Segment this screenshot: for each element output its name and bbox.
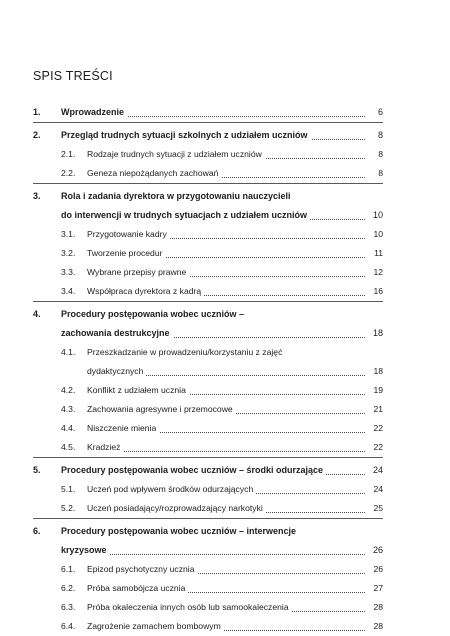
page-number: 26 xyxy=(370,541,383,560)
toc-chapter[interactable] xyxy=(33,183,383,225)
page-number: 19 xyxy=(370,381,383,400)
toc-number: 4.3. xyxy=(61,404,76,414)
toc-label: Zagrożenie zamachem bombowym xyxy=(87,621,224,631)
toc-subchapter[interactable] xyxy=(33,381,383,400)
page-number: 28 xyxy=(370,598,383,617)
toc-number: 5.2. xyxy=(61,503,76,513)
toc-number: 4.4. xyxy=(61,423,76,433)
toc-number: 5.1. xyxy=(61,484,76,494)
page-number: 18 xyxy=(370,324,383,343)
page-number: 25 xyxy=(370,499,383,518)
toc-subchapter[interactable] xyxy=(33,560,383,579)
toc-label: Niszczenie mienia xyxy=(87,423,159,433)
toc-number: 2. xyxy=(33,130,41,140)
toc-number: 5. xyxy=(33,465,41,475)
page-number: 27 xyxy=(370,579,383,598)
toc-label: Geneza niepożądanych zachowań xyxy=(87,168,221,178)
toc-label: Rola i zadania dyrektora w przygotowaniu nauczycieli xyxy=(61,191,294,201)
toc-label: Procedury postępowania wobec uczniów – interwencje xyxy=(61,526,299,536)
page-number: 26 xyxy=(370,560,383,579)
toc-label: Konflikt z udziałem ucznia xyxy=(87,385,189,395)
toc-number: 6.4. xyxy=(61,621,76,631)
toc-subchapter[interactable] xyxy=(33,282,383,301)
toc-subchapter[interactable] xyxy=(33,480,383,499)
toc-label: kryzysowe xyxy=(61,545,110,555)
page-number: 8 xyxy=(375,145,383,164)
toc-chapter[interactable] xyxy=(33,301,383,343)
toc-number: 3.4. xyxy=(61,286,76,296)
toc-number: 6. xyxy=(33,526,41,536)
toc-subchapter[interactable] xyxy=(33,244,383,263)
page-number: 8 xyxy=(375,164,383,183)
toc-label: Wprowadzenie xyxy=(61,107,127,117)
toc-number: 6.1. xyxy=(61,564,76,574)
toc-label: Uczeń pod wpływem środków odurzających xyxy=(87,484,256,494)
toc-label: dydaktycznych xyxy=(87,366,146,376)
toc-number: 2.1. xyxy=(61,149,76,159)
toc-number: 3. xyxy=(33,191,41,201)
page-number: 16 xyxy=(370,282,383,301)
page-number: 18 xyxy=(370,362,383,381)
toc-label: Procedury postępowania wobec uczniów – środki odurzające xyxy=(61,465,326,475)
page-number: 28 xyxy=(370,617,383,636)
page-number: 22 xyxy=(370,419,383,438)
toc-label: Uczeń posiadający/rozprowadzający narkotyki xyxy=(87,503,266,513)
toc-number: 1. xyxy=(33,107,41,117)
page-number: 8 xyxy=(375,126,383,145)
toc-label: Epizod psychotyczny ucznia xyxy=(87,564,197,574)
toc-title: SPIS TREŚCI xyxy=(33,69,113,83)
toc-subchapter[interactable] xyxy=(33,400,383,419)
toc-subchapter[interactable] xyxy=(33,419,383,438)
toc-subchapter[interactable] xyxy=(33,263,383,282)
page-number: 12 xyxy=(370,263,383,282)
toc-number: 6.2. xyxy=(61,583,76,593)
toc-number: 4.5. xyxy=(61,442,76,452)
toc-label: Przeszkadzanie w prowadzeniu/korzystaniu z zajęć xyxy=(87,347,285,357)
toc-chapter[interactable] xyxy=(33,457,383,480)
toc-label: Rodzaje trudnych sytuacji z udziałem uczniów xyxy=(87,149,265,159)
toc-number: 4.1. xyxy=(61,347,76,357)
toc-number: 6.3. xyxy=(61,602,76,612)
toc-subchapter[interactable] xyxy=(33,343,383,381)
toc-label: Tworzenie procedur xyxy=(87,248,165,258)
table-of-contents xyxy=(33,103,383,636)
toc-number: 4. xyxy=(33,309,41,319)
toc-label: Kradzież xyxy=(87,442,123,452)
page-number: 10 xyxy=(370,225,383,244)
page-number: 21 xyxy=(370,400,383,419)
toc-label: Zachowania agresywne i przemocowe xyxy=(87,404,236,414)
toc-label: do interwencji w trudnych sytuacjach z udziałem uczniów xyxy=(61,210,310,220)
page-number: 11 xyxy=(371,244,383,263)
toc-chapter[interactable] xyxy=(33,518,383,560)
toc-chapter[interactable] xyxy=(33,103,383,122)
toc-number: 3.1. xyxy=(61,229,76,239)
toc-subchapter[interactable] xyxy=(33,225,383,244)
toc-number: 3.3. xyxy=(61,267,76,277)
toc-label: Próba okaleczenia innych osób lub samookaleczenia xyxy=(87,602,292,612)
toc-label: Wybrane przepisy prawne xyxy=(87,267,189,277)
toc-label: Próba samobójcza ucznia xyxy=(87,583,188,593)
page-number: 10 xyxy=(370,206,383,225)
toc-label: Przegląd trudnych sytuacji szkolnych z udziałem uczniów xyxy=(61,130,311,140)
toc-number: 4.2. xyxy=(61,385,76,395)
toc-subchapter[interactable] xyxy=(33,164,383,183)
toc-subchapter[interactable] xyxy=(33,438,383,457)
dot-leader xyxy=(87,451,365,452)
page-number: 22 xyxy=(370,438,383,457)
toc-subchapter[interactable] xyxy=(33,145,383,164)
toc-subchapter[interactable] xyxy=(33,598,383,617)
toc-subchapter[interactable] xyxy=(33,579,383,598)
toc-label: Współpraca dyrektora z kadrą xyxy=(87,286,204,296)
toc-chapter[interactable] xyxy=(33,122,383,145)
page-number: 24 xyxy=(370,480,383,499)
toc-label: Procedury postępowania wobec uczniów – xyxy=(61,309,247,319)
toc-label: Przygotowanie kadry xyxy=(87,229,170,239)
toc-number: 2.2. xyxy=(61,168,76,178)
toc-subchapter[interactable] xyxy=(33,499,383,518)
toc-label: zachowania destrukcyjne xyxy=(61,328,173,338)
toc-number: 3.2. xyxy=(61,248,76,258)
page-number: 6 xyxy=(375,103,383,122)
page-number: 24 xyxy=(370,461,383,480)
